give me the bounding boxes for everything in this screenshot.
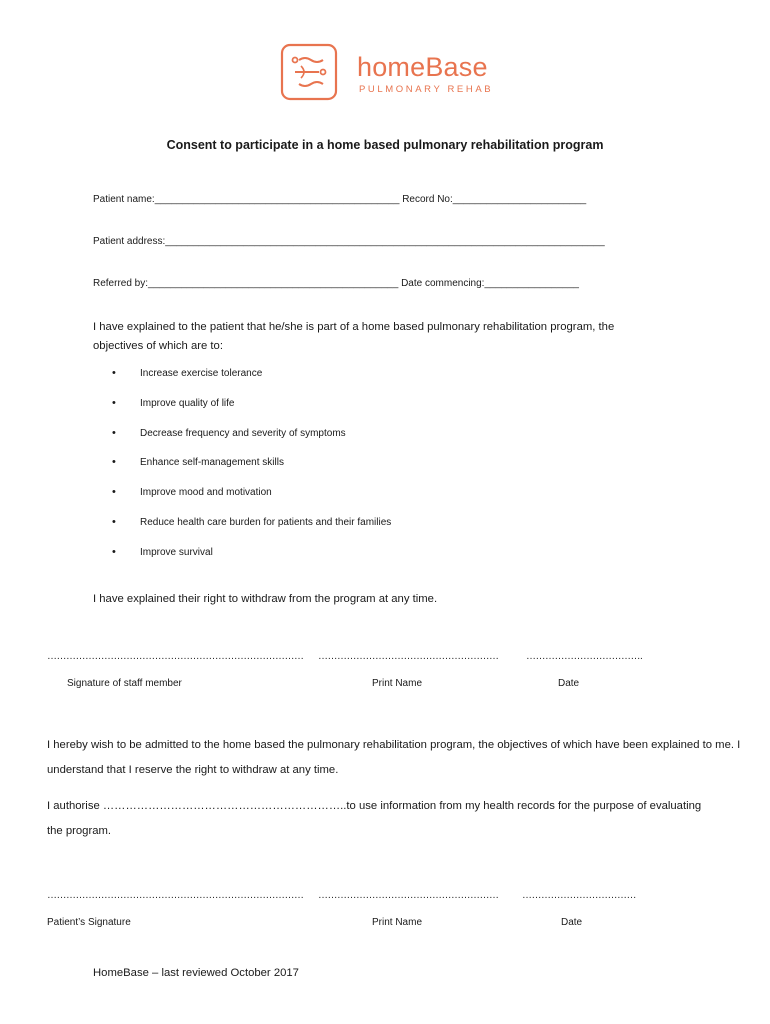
list-item: • Reduce health care burden for patients and their families — [112, 517, 391, 547]
patient-print-name-label: Print Name — [372, 917, 423, 928]
staff-print-name-line[interactable]: ………………………………………………… — [318, 651, 499, 662]
footer-review-note: HomeBase – last reviewed October 2017 — [93, 967, 299, 979]
list-item: • Increase exercise tolerance — [112, 368, 391, 398]
objectives-list — [112, 368, 391, 577]
patient-admission-statement: I hereby wish to be admitted to the home based the pulmonary rehabilitation program, the objectives of which have been explained to me. I understand that I reserve the right to withdraw at any time. — [47, 739, 741, 776]
patient-signature-line[interactable]: ……………………………………………………………………… — [47, 890, 304, 901]
staff-print-name-label: Print Name — [372, 678, 423, 689]
homebase-logo-icon — [279, 42, 339, 102]
patient-name-field[interactable]: Patient name:____________________________________________ Record No:________________________ — [93, 194, 587, 205]
withdraw-note: I have explained their right to withdraw from the program at any time. — [93, 593, 438, 605]
patient-address-field[interactable]: Patient address:_______________________________________________________________________________ — [93, 236, 605, 247]
staff-date-label: Date — [558, 678, 580, 689]
patient-print-name-line[interactable]: ………………………………………………… — [318, 890, 499, 901]
staff-statement-intro: I have explained to the patient that he/she is part of a home based pulmonary rehabilitation program, the objectives of which are to: — [93, 321, 615, 352]
staff-date-line[interactable]: ………………………………. — [526, 651, 643, 662]
logo-wordmark: homeBase — [357, 52, 488, 82]
staff-signature-label: Signature of staff member — [67, 678, 182, 689]
patient-date-label: Date — [561, 917, 583, 928]
referred-by-field[interactable]: Referred by:_____________________________________________ Date commencing:_________________ — [93, 278, 579, 289]
list-item: • Decrease frequency and severity of symptoms — [112, 428, 391, 458]
list-item: • Enhance self-management skills — [112, 457, 391, 487]
logo-tagline: PULMONARY REHAB — [359, 84, 494, 95]
staff-signature-line[interactable]: ……………………………………………………………………… — [47, 651, 304, 662]
homebase-logo — [279, 42, 499, 106]
patient-signature-label: Patient’s Signature — [47, 917, 131, 928]
list-item: • Improve quality of life — [112, 398, 391, 428]
list-item: • Improve survival — [112, 547, 391, 577]
list-item: • Improve mood and motivation — [112, 487, 391, 517]
document-title: Consent to participate in a home based pulmonary rehabilitation program — [166, 138, 604, 152]
patient-date-line[interactable]: ……………………………… — [522, 890, 636, 901]
patient-authorise-statement[interactable]: I authorise ………………………………………………………..to use information from my health records for the purpose of evaluating the program. — [47, 800, 702, 837]
